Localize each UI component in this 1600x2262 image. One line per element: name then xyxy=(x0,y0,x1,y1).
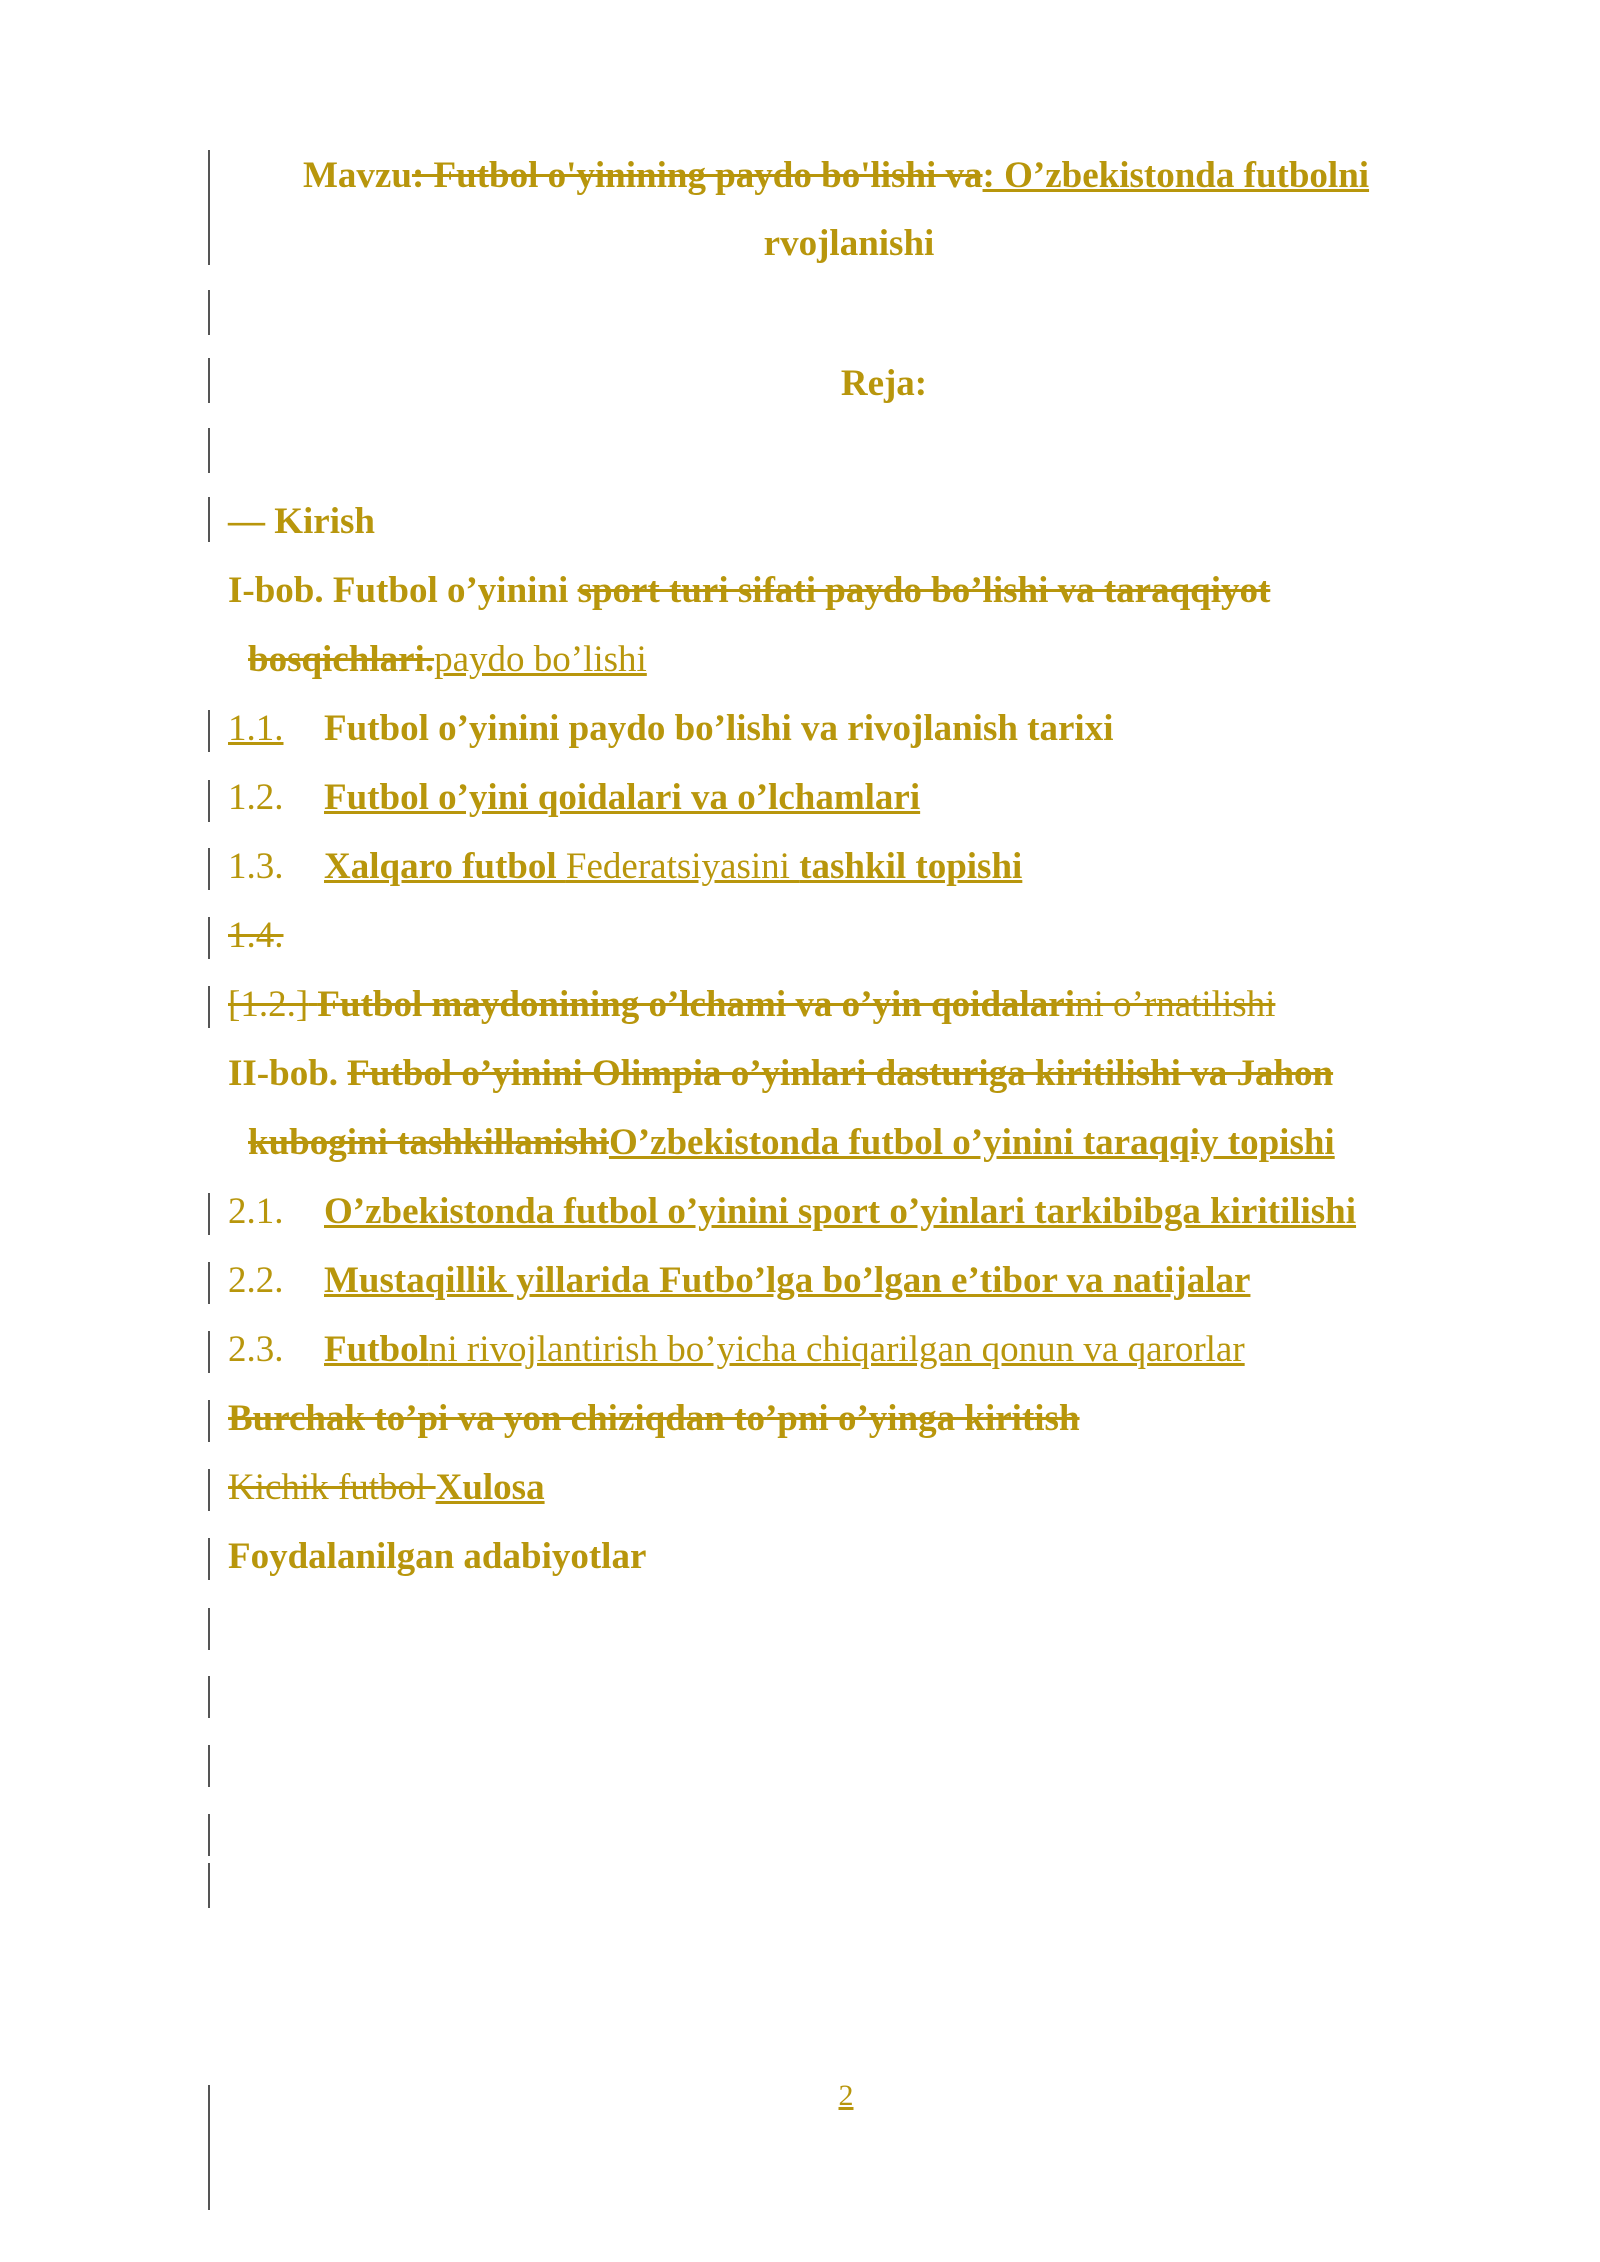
toc-item-1-4-deleted: 1.4. xyxy=(228,915,284,956)
toc-item-1-3: 1.3. Xalqaro futbol Federatsiyasini tashkil topishi xyxy=(228,846,1023,887)
change-bar xyxy=(208,1331,210,1373)
deleted-text: kubogini tashkillanishi xyxy=(248,1122,609,1163)
change-bar xyxy=(208,710,210,752)
toc-item-2-3: 2.3. Futbolni rivojlantirish bo’yicha chiqarilgan qonun va qarorlar xyxy=(228,1329,1245,1370)
change-bar xyxy=(208,986,210,1028)
change-bar xyxy=(208,497,210,542)
inserted-text: O’zbekistonda futbol o’yinini taraqqiy topishi xyxy=(608,1122,1335,1163)
document-title-line2: rvojlanishi xyxy=(763,223,935,264)
change-bar xyxy=(208,1400,210,1442)
deleted-text: bosqichlari. xyxy=(248,639,435,680)
deleted-text: Kichik futbol xyxy=(228,1467,436,1508)
inserted-text: paydo bo’lishi xyxy=(434,639,647,680)
toc-chapter-1-cont xyxy=(248,638,647,682)
change-bar xyxy=(208,358,210,403)
change-bar xyxy=(208,1608,210,1650)
toc-references: Foydalanilgan adabiyotlar xyxy=(228,1536,647,1577)
change-bar xyxy=(208,150,210,265)
toc-item-corner-kick-deleted: Burchak to’pi va yon chiziqdan to’pni o’yinga kiritish xyxy=(228,1398,1080,1439)
document-title: Mavzu: Futbol o'yinining paydo bo'lishi va: O’zbekistonda futbolni xyxy=(303,155,1370,196)
change-bar xyxy=(208,848,210,890)
toc-item-1-1: 1.1. Futbol o’yinini paydo bo’lishi va rivojlanish tarixi xyxy=(228,708,1114,749)
change-bar xyxy=(208,917,210,959)
toc-chapter-2-cont xyxy=(248,1121,1335,1165)
change-bar xyxy=(208,290,210,335)
toc-chapter-2: II-bob. Futbol o’yinini Olimpia o’yinlari dasturiga kiritilishi va Jahon xyxy=(228,1053,1334,1094)
toc-item-1-2: 1.2. Futbol o’yini qoidalari va o’lchamlari xyxy=(228,777,921,818)
toc-intro: — Kirish xyxy=(228,501,375,542)
toc-chapter-1: I-bob. Futbol o’yinini sport turi sifati paydo bo’lishi va taraqqiyot xyxy=(228,570,1271,611)
change-bar xyxy=(208,1814,210,1856)
change-bar xyxy=(208,1745,210,1787)
toc-item-2-1: 2.1. O’zbekistonda futbol o’yinini sport o’yinlari tarkibibga kiritilishi xyxy=(228,1191,1357,1232)
change-bar xyxy=(208,428,210,473)
toc-conclusion xyxy=(228,1466,545,1510)
deleted-text: Futbol o’yinini Olimpia o’yinlari dasturiga kiritilishi va Jahon xyxy=(347,1053,1334,1094)
change-bar xyxy=(208,1538,210,1580)
change-bar xyxy=(208,1676,210,1718)
change-bar xyxy=(208,780,210,822)
deleted-text: : Futbol o'yinining paydo bo'lishi va xyxy=(411,155,983,196)
inserted-text: Xulosa xyxy=(435,1467,545,1508)
change-bar xyxy=(208,1863,210,1908)
deleted-text: sport turi sifati paydo bo’lishi va taraqqiyot xyxy=(577,570,1271,611)
change-bar xyxy=(208,1262,210,1304)
page-number: 2 xyxy=(838,2079,854,2112)
change-bar xyxy=(208,1469,210,1511)
plan-heading: Reja: xyxy=(840,363,928,404)
toc-item-2-2: 2.2. Mustaqillik yillarida Futbo’lga bo’lgan e’tibor va natijalar xyxy=(228,1260,1251,1301)
change-bar xyxy=(208,2085,210,2210)
change-bar xyxy=(208,1193,210,1235)
toc-item-deleted: [1.2.] Futbol maydonining o’lchami va o’yin qoidalarini o’rnatilishi xyxy=(228,984,1276,1025)
inserted-text: : O’zbekistonda futbolni xyxy=(982,155,1370,196)
